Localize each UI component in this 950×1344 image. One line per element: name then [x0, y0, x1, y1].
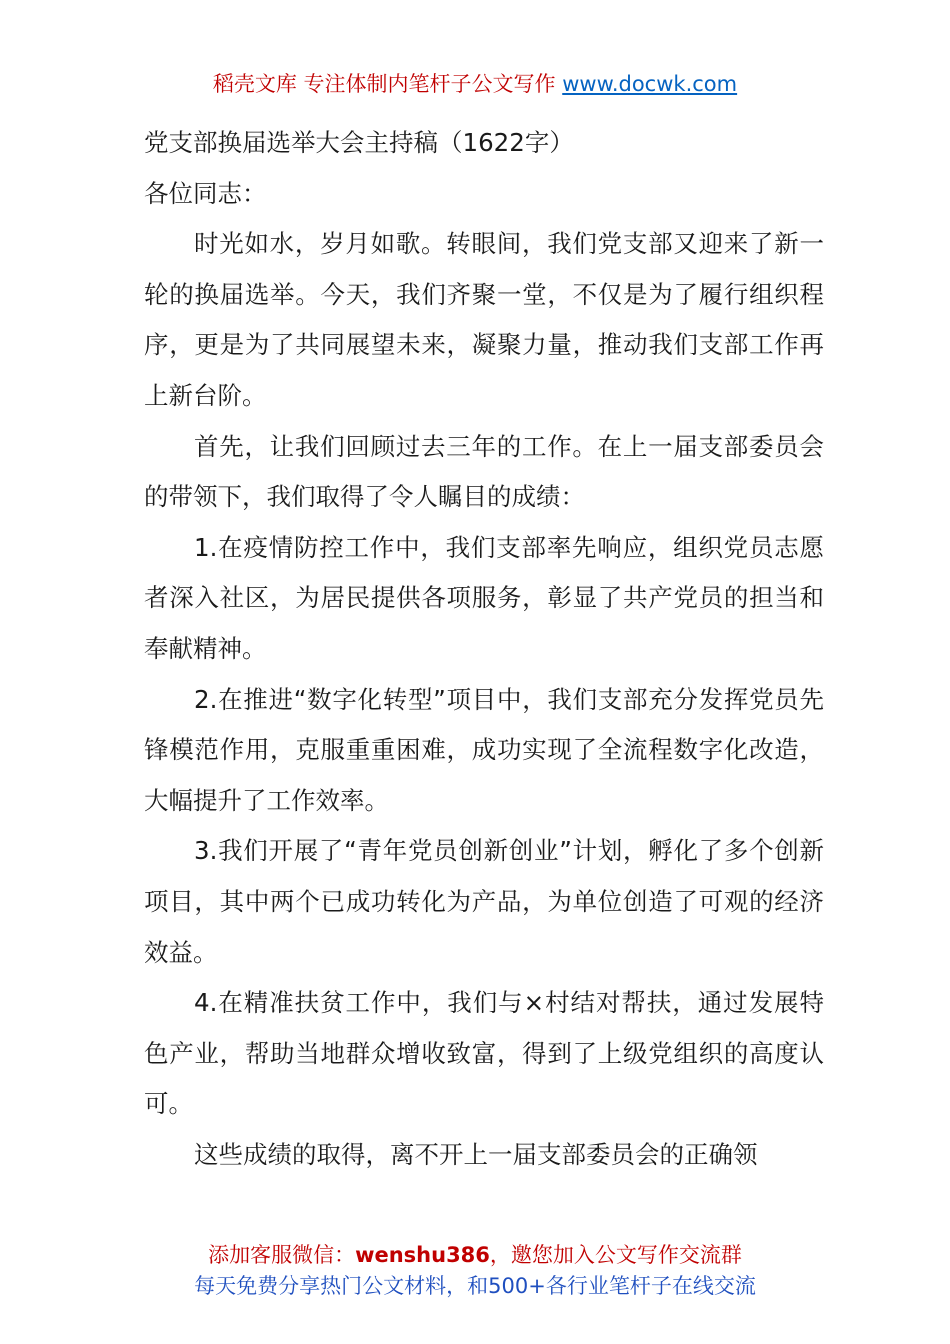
footer-wechat-prefix: 添加客服微信：: [208, 1243, 356, 1267]
site-link[interactable]: www.docwk.com: [562, 72, 738, 96]
document-body: [144, 118, 824, 1180]
wechat-id: wenshu386: [355, 1243, 490, 1267]
paragraph-item-1: 1.在疫情防控工作中，我们支部率先响应，组织党员志愿者深入社区，为居民提供各项服务，彰显了共产党员的担当和奉献精神。: [144, 532, 824, 663]
document-title: 党支部换届选举大会主持稿（1622字）: [144, 128, 574, 157]
promo-footer: [0, 1240, 950, 1302]
paragraph-closing: 这些成绩的取得，离不开上一届支部委员会的正确领: [194, 1139, 758, 1169]
footer-wechat-suffix: ，邀您加入公文写作交流群: [489, 1243, 742, 1267]
site-banner: [0, 68, 950, 100]
footer-wechat-line: [0, 1240, 950, 1271]
paragraph-intro: 时光如水，岁月如歌。转眼间，我们党支部又迎来了新一轮的换届选举。今天，我们齐聚一堂，不仅是为了履行组织程序，更是为了共同展望未来，凝聚力量，推动我们支部工作再上新台阶。: [144, 229, 824, 410]
greeting: 各位同志：: [144, 178, 267, 208]
paragraph-review: 首先，让我们回顾过去三年的工作。在上一届支部委员会的带领下，我们取得了令人瞩目的成绩：: [144, 431, 824, 512]
paragraph-item-3: 3.我们开展了“青年党员创新创业”计划，孵化了多个创新项目，其中两个已成功转化为产品，为单位创造了可观的经济效益。: [144, 836, 824, 967]
paragraph-item-2: 2.在推进“数字化转型”项目中，我们支部充分发挥党员先锋模范作用，克服重重困难，成功实现了全流程数字化改造，大幅提升了工作效率。: [144, 684, 824, 815]
footer-promo-line: 每天免费分享热门公文材料，和500+各行业笔杆子在线交流: [194, 1274, 756, 1298]
paragraph-item-4: 4.在精准扶贫工作中，我们与×村结对帮扶，通过发展特色产业，帮助当地群众增收致富，得到了上级党组织的高度认可。: [144, 988, 824, 1119]
brand-slogan: 稻壳文库 专注体制内笔杆子公文写作: [212, 72, 563, 96]
